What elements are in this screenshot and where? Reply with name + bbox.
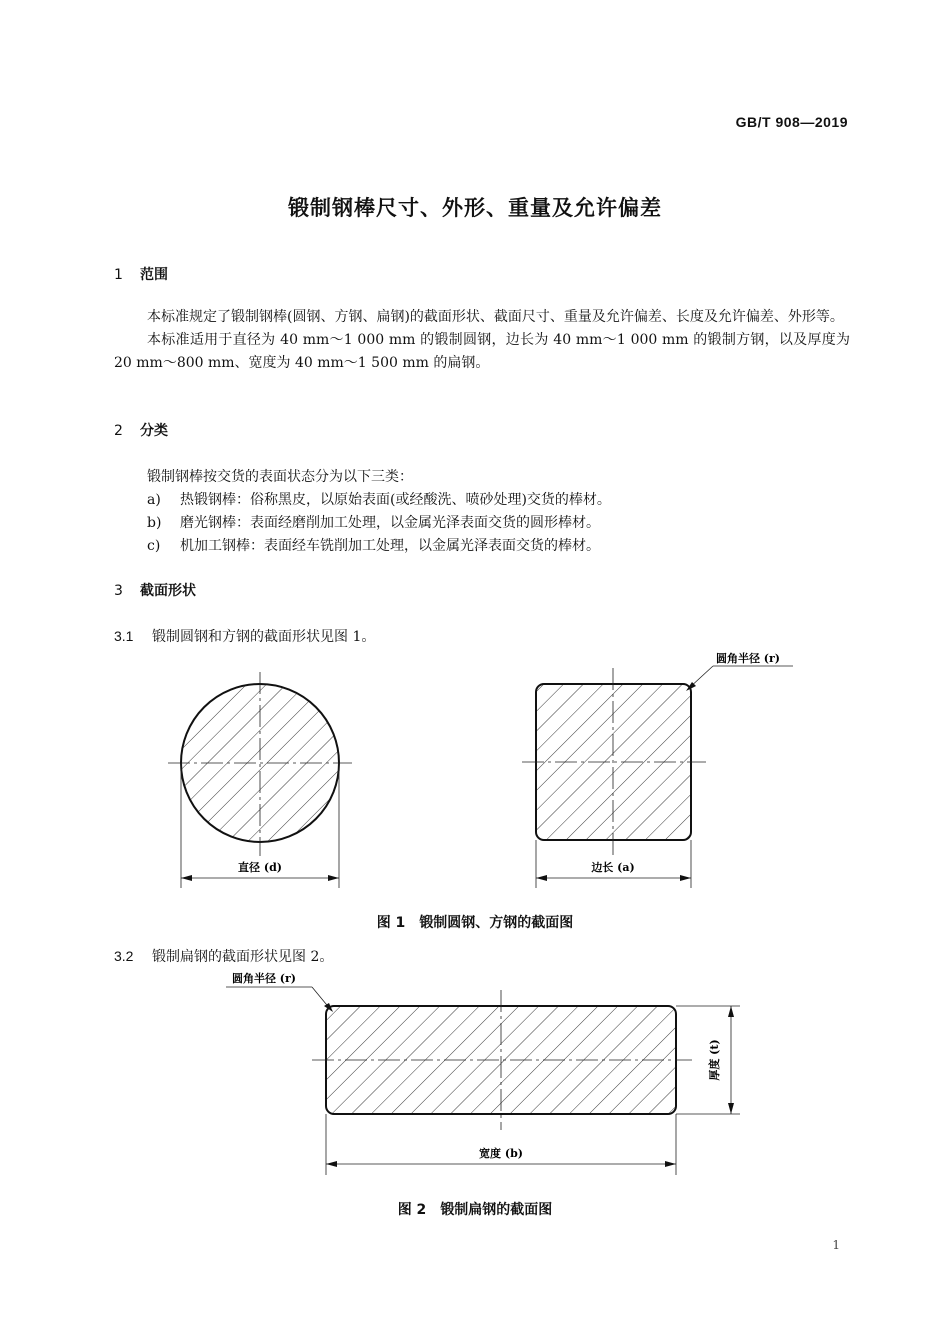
corner-radius-label: 圆角半径 (r): [715, 652, 781, 665]
list-label: c): [147, 538, 161, 554]
width-label: 宽度 (b): [479, 1147, 523, 1160]
side-length-label: 边长 (a): [591, 861, 635, 874]
section-title: 截面形状: [140, 583, 196, 599]
corner-radius-label: 圆角半径 (r): [231, 972, 297, 985]
subsection-number: 3.2: [114, 948, 134, 964]
section-number: 1: [114, 267, 123, 283]
standard-number: GB/T 908—2019: [735, 114, 848, 130]
list-label: a): [147, 492, 161, 508]
page-number: 1: [832, 1238, 840, 1252]
subsection-number: 3.1: [114, 628, 134, 644]
subsection-3-2: [114, 946, 333, 966]
paragraph: 本标准规定了锻制钢棒(圆钢、方钢、扁钢)的截面形状、截面尺寸、重量及允许偏差、长度及允许偏差、外形等。: [147, 309, 844, 325]
figure-number: 图 1: [376, 915, 406, 931]
list-label: b): [147, 515, 162, 531]
figure-1-caption: [0, 912, 950, 932]
list-text: 机加工钢棒：表面经车铣削加工处理，以金属光泽表面交货的棒材。: [180, 538, 600, 554]
paragraph: 本标准适用于直径为 40 mm～1 000 mm 的锻制圆钢，边长为 40 mm～1 000 mm 的锻制方钢，以及厚度为 20 mm～800 mm、宽度为 40 mm～1 500 mm 的扁钢。: [114, 332, 850, 371]
section-title: 分类: [140, 423, 168, 439]
classification-intro: 锻制钢棒按交货的表面状态分为以下三类：: [147, 469, 413, 485]
subsection-text: 锻制扁钢的截面形状见图 2。: [152, 949, 334, 965]
thickness-label: 厚度 (t): [708, 1039, 721, 1081]
diameter-label: 直径 (d): [238, 861, 282, 874]
document-title: 锻制钢棒尺寸、外形、重量及允许偏差: [288, 196, 662, 220]
section-number: 3: [114, 583, 123, 599]
list-text: 磨光钢棒：表面经磨削加工处理，以金属光泽表面交货的圆形棒材。: [180, 515, 600, 531]
round-bar-section: [168, 672, 352, 888]
square-bar-section: [522, 666, 793, 888]
figure-2-caption: [0, 1199, 950, 1219]
figure-caption-text: 锻制圆钢、方钢的截面图: [419, 915, 574, 931]
subsection-text: 锻制圆钢和方钢的截面形状见图 1。: [152, 629, 376, 645]
list-text: 热锻钢棒：俗称黑皮，以原始表面(或经酸洗、喷砂处理)交货的棒材。: [180, 492, 611, 508]
figure-number: 图 2: [397, 1202, 427, 1218]
figure-caption-text: 锻制扁钢的截面图: [440, 1202, 553, 1218]
section-title: 范围: [140, 267, 168, 283]
section-number: 2: [114, 423, 123, 439]
